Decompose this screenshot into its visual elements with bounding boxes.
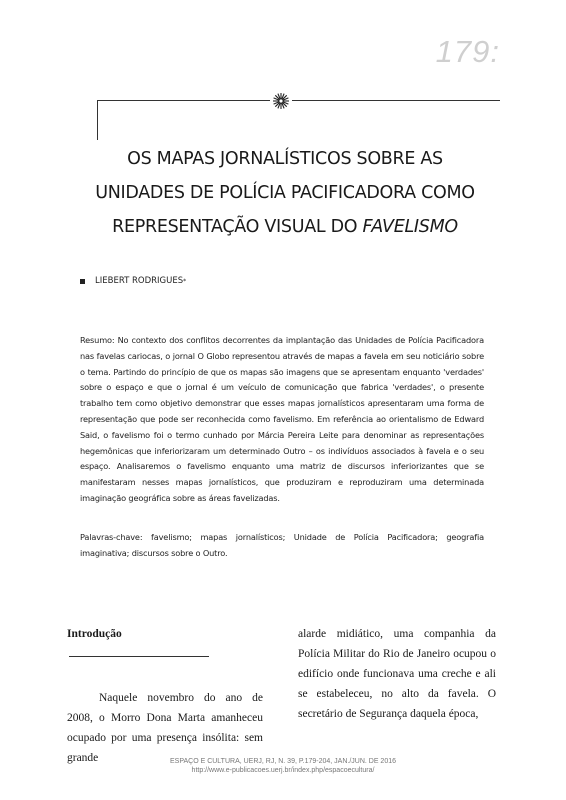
starburst-icon <box>273 93 289 109</box>
body-column-right: alarde midiático, uma companhia da Polícia Militar do Rio de Janeiro ocupou o edifício onde funcionava uma creche e ali se estabeleceu, no alto da favela. O secretário de Segurança daquela época, <box>298 628 496 720</box>
page-number: 179: <box>435 34 500 69</box>
title-italic-word: FAVELISMO <box>362 217 458 237</box>
section-heading <box>67 624 263 664</box>
keywords: Palavras-chave: favelismo; mapas jornalísticos; Unidade de Polícia Pacificadora; geografia imaginativa; discursos sobre o Outro. <box>80 532 484 558</box>
title-line-3 <box>70 210 500 244</box>
section-heading-text: Introdução <box>67 628 122 640</box>
author-name: LIEBERT RODRIGUES <box>95 276 184 286</box>
article-title <box>70 142 500 244</box>
heading-underline <box>69 647 209 657</box>
body-paragraph-left: Naquele novembro do ano de 2008, o Morro Dona Marta amanheceu ocupado por uma presença insólita: sem grande <box>67 692 263 764</box>
decorative-bracket-vertical <box>97 100 98 140</box>
body-column-left <box>67 624 263 768</box>
author-line <box>80 276 186 286</box>
abstract: Resumo: No contexto dos conflitos decorrentes da implantação das Unidades de Polícia Pacificadora nas favelas cariocas, o jornal O Globo representou através de mapas a favela em seu noticiário sobre o tema. Partindo do princípio de que os mapas são imagens que se apresentam enquanto 'verdades' sobre o espaço e que o jornal é um veículo de comunicação que fabrica 'verdades', o presente trabalho tem como objetivo demonstrar que esses mapas jornalísticos apresentaram uma forma de representação que pode ser reconhecida como favelismo. Em referência ao orientalismo de Edward Said, o favelismo foi o termo cunhado por Márcia Pereira Leite para denominar as representações hegemônicas que inferiorizaram um determinado Outro – os indivíduos associados à favela e o seu espaço. Analisaremos o favelismo enquanto uma matriz de discursos inferiorizantes que se manifestaram nesses mapas jornalísticos, que produziram e reproduziram uma determinada imaginação geográfica sobre as áreas favelizadas. <box>80 335 484 503</box>
page-footer <box>0 757 566 775</box>
bullet-square-icon <box>80 279 85 284</box>
decorative-rule-left <box>97 100 270 101</box>
footer-citation: ESPAÇO E CULTURA, UERJ, RJ, N. 39, P.179-204, JAN./JUN. DE 2016 <box>169 758 397 765</box>
author-footnote-mark: * <box>183 277 187 285</box>
decorative-rule-right <box>292 100 500 101</box>
title-line-1: OS MAPAS JORNALÍSTICOS SOBRE AS <box>127 149 443 169</box>
title-line-2: UNIDADES DE POLÍCIA PACIFICADORA COMO <box>95 183 475 203</box>
title-line-3-main: REPRESENTAÇÃO VISUAL DO <box>112 217 363 237</box>
footer-url[interactable]: http://www.e-publicacoes.uerj.br/index.php/espacoecultura/ <box>191 767 375 774</box>
